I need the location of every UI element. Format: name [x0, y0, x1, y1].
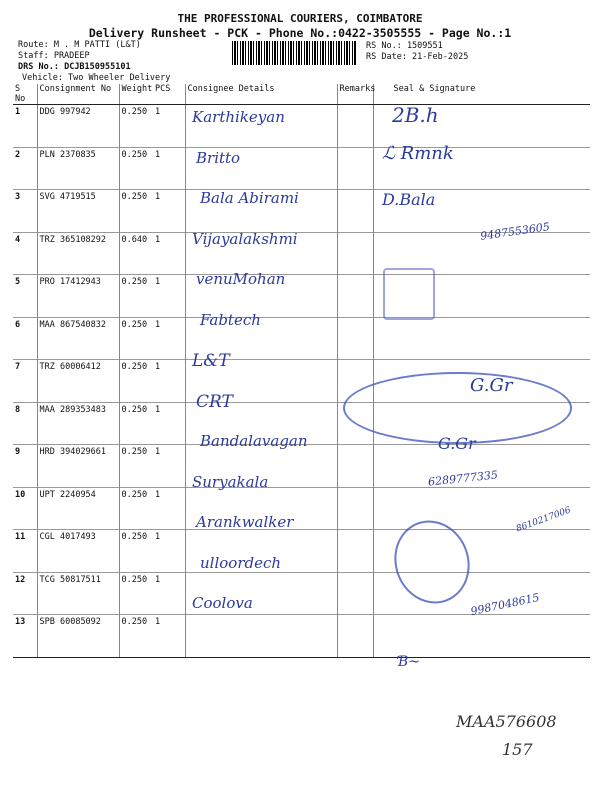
col-pcs: PCS — [153, 84, 185, 105]
consignment-cell: TCG 50817511 — [37, 572, 119, 615]
phone-row10: 6289777335 — [427, 468, 499, 489]
weight-cell: 0.250 — [119, 105, 153, 148]
rs-date: RS Date: 21-Feb-2025 — [366, 52, 469, 62]
runsheet-table — [13, 84, 590, 658]
signature-cell — [373, 615, 590, 658]
consignment-cell: MAA 867540832 — [37, 317, 119, 360]
sno-cell: 12 — [13, 572, 37, 615]
drs-number: DCJB150955101 — [64, 62, 131, 72]
remarks-cell — [337, 615, 373, 658]
phone-row11: 8610217006 — [515, 505, 573, 535]
table-row — [13, 275, 590, 318]
sno-cell: 7 — [13, 360, 37, 403]
weight-cell: 0.250 — [119, 317, 153, 360]
signature-row8: G.Gr — [470, 375, 513, 396]
remarks-cell — [337, 317, 373, 360]
square-seal-stamp — [383, 268, 435, 320]
pcs-cell: 1 — [153, 445, 185, 488]
footer-code: MAA576608 — [456, 712, 557, 731]
consignee-handwriting: venuMohan — [196, 270, 286, 288]
sno-cell: 10 — [13, 487, 37, 530]
consignment-cell: TRZ 60006412 — [37, 360, 119, 403]
pcs-cell: 1 — [153, 317, 185, 360]
weight-cell: 0.250 — [119, 572, 153, 615]
weight-cell: 0.250 — [119, 487, 153, 530]
signature-row2: ℒ Rmnk — [382, 143, 454, 164]
remarks-cell — [337, 232, 373, 275]
footer-count: 157 — [502, 740, 533, 759]
staff-text: Staff: PRADEEP — [18, 51, 90, 61]
weight-cell: 0.250 — [119, 190, 153, 233]
col-seal-signature: Seal & Signature — [373, 84, 590, 105]
consignee-handwriting: L&T — [192, 351, 230, 371]
remarks-cell — [337, 530, 373, 573]
table-row — [13, 147, 590, 190]
barcode-image — [232, 41, 356, 65]
table-row — [13, 445, 590, 488]
signature-cell — [373, 487, 590, 530]
sno-cell: 4 — [13, 232, 37, 275]
table-row — [13, 487, 590, 530]
consignee-handwriting: Fabtech — [200, 310, 261, 329]
table-row — [13, 317, 590, 360]
consignment-cell: DDG 997942 — [37, 105, 119, 148]
signature-row1: 2B.h — [392, 103, 439, 127]
rs-number: RS No.: 1509551 — [366, 41, 443, 51]
col-sno: S No — [13, 84, 37, 105]
signature-cell — [373, 317, 590, 360]
consignee-handwriting: Bala Abirami — [200, 189, 299, 207]
signature-row3: D.Bala — [382, 190, 436, 209]
consignment-cell: UPT 2240954 — [37, 487, 119, 530]
pcs-cell: 1 — [153, 190, 185, 233]
sno-cell: 3 — [13, 190, 37, 233]
weight-cell: 0.250 — [119, 147, 153, 190]
footer-initials: Ɓ~ — [398, 654, 421, 670]
pcs-cell: 1 — [153, 530, 185, 573]
sno-cell: 9 — [13, 445, 37, 488]
remarks-cell — [337, 147, 373, 190]
consignment-cell: CGL 4017493 — [37, 530, 119, 573]
consignee-handwriting: Suryakala — [192, 472, 269, 491]
vehicle-text: Vehicle: Two Wheeler Delivery — [22, 73, 171, 83]
remarks-cell — [337, 572, 373, 615]
consignee-handwriting: Arankwalker — [196, 513, 294, 531]
phone-row4: 9487553605 — [479, 220, 551, 243]
consignment-cell: TRZ 365108292 — [37, 232, 119, 275]
pcs-cell: 1 — [153, 275, 185, 318]
sno-cell: 6 — [13, 317, 37, 360]
remarks-cell — [337, 105, 373, 148]
pcs-cell: 1 — [153, 105, 185, 148]
runsheet-title: Delivery Runsheet - PCK - Phone No.:0422-3505555 - Page No.:1 — [88, 26, 512, 40]
col-weight: Weight — [119, 84, 153, 105]
consignment-cell: MAA 289353483 — [37, 402, 119, 445]
consignment-cell: SPB 60085092 — [37, 615, 119, 658]
phone-row12: 9987048615 — [469, 590, 541, 619]
consignment-cell: PRO 17412943 — [37, 275, 119, 318]
col-consignment: Consignment No — [37, 84, 119, 105]
drs-line — [18, 62, 131, 72]
consignee-handwriting: Vijayalakshmi — [192, 229, 298, 248]
signature-row9: G.Gr — [438, 434, 476, 453]
pcs-cell: 1 — [153, 487, 185, 530]
table-row — [13, 615, 590, 658]
sno-cell: 2 — [13, 147, 37, 190]
sno-cell: 13 — [13, 615, 37, 658]
consignment-cell: HRD 394029661 — [37, 445, 119, 488]
weight-cell: 0.250 — [119, 275, 153, 318]
remarks-cell — [337, 487, 373, 530]
route-text: Route: M . M PATTI (L&T) — [18, 40, 141, 50]
table-row — [13, 105, 590, 148]
consignee-handwriting: Britto — [196, 148, 241, 167]
company-title: THE PROFESSIONAL COURIERS, COIMBATORE — [177, 12, 423, 25]
weight-cell: 0.640 — [119, 232, 153, 275]
pcs-cell: 1 — [153, 402, 185, 445]
consignee-handwriting: ulloordech — [200, 553, 282, 572]
remarks-cell — [337, 190, 373, 233]
consignment-cell: PLN 2370835 — [37, 147, 119, 190]
pcs-cell: 1 — [153, 360, 185, 403]
pcs-cell: 1 — [153, 572, 185, 615]
sno-cell: 11 — [13, 530, 37, 573]
consignee-handwriting: Coolova — [192, 594, 253, 612]
weight-cell: 0.250 — [119, 615, 153, 658]
weight-cell: 0.250 — [119, 402, 153, 445]
consignee-handwriting: CRT — [196, 391, 233, 412]
weight-cell: 0.250 — [119, 530, 153, 573]
drs-label: DRS No.: — [18, 62, 59, 72]
col-remarks: Remarks — [337, 84, 373, 105]
sno-cell: 5 — [13, 275, 37, 318]
col-consignee: Consignee Details — [185, 84, 337, 105]
remarks-cell — [337, 275, 373, 318]
consignee-handwriting: Bandalavagan — [200, 432, 308, 450]
pcs-cell: 1 — [153, 232, 185, 275]
pcs-cell: 1 — [153, 615, 185, 658]
sno-cell: 1 — [13, 105, 37, 148]
pcs-cell: 1 — [153, 147, 185, 190]
consignee-cell — [185, 615, 337, 658]
sno-cell: 8 — [13, 402, 37, 445]
weight-cell: 0.250 — [119, 360, 153, 403]
table-row — [13, 530, 590, 573]
consignment-cell: SVG 4719515 — [37, 190, 119, 233]
consignee-handwriting: Karthikeyan — [192, 108, 285, 126]
remarks-cell — [337, 445, 373, 488]
table-header-row — [13, 84, 590, 105]
weight-cell: 0.250 — [119, 445, 153, 488]
